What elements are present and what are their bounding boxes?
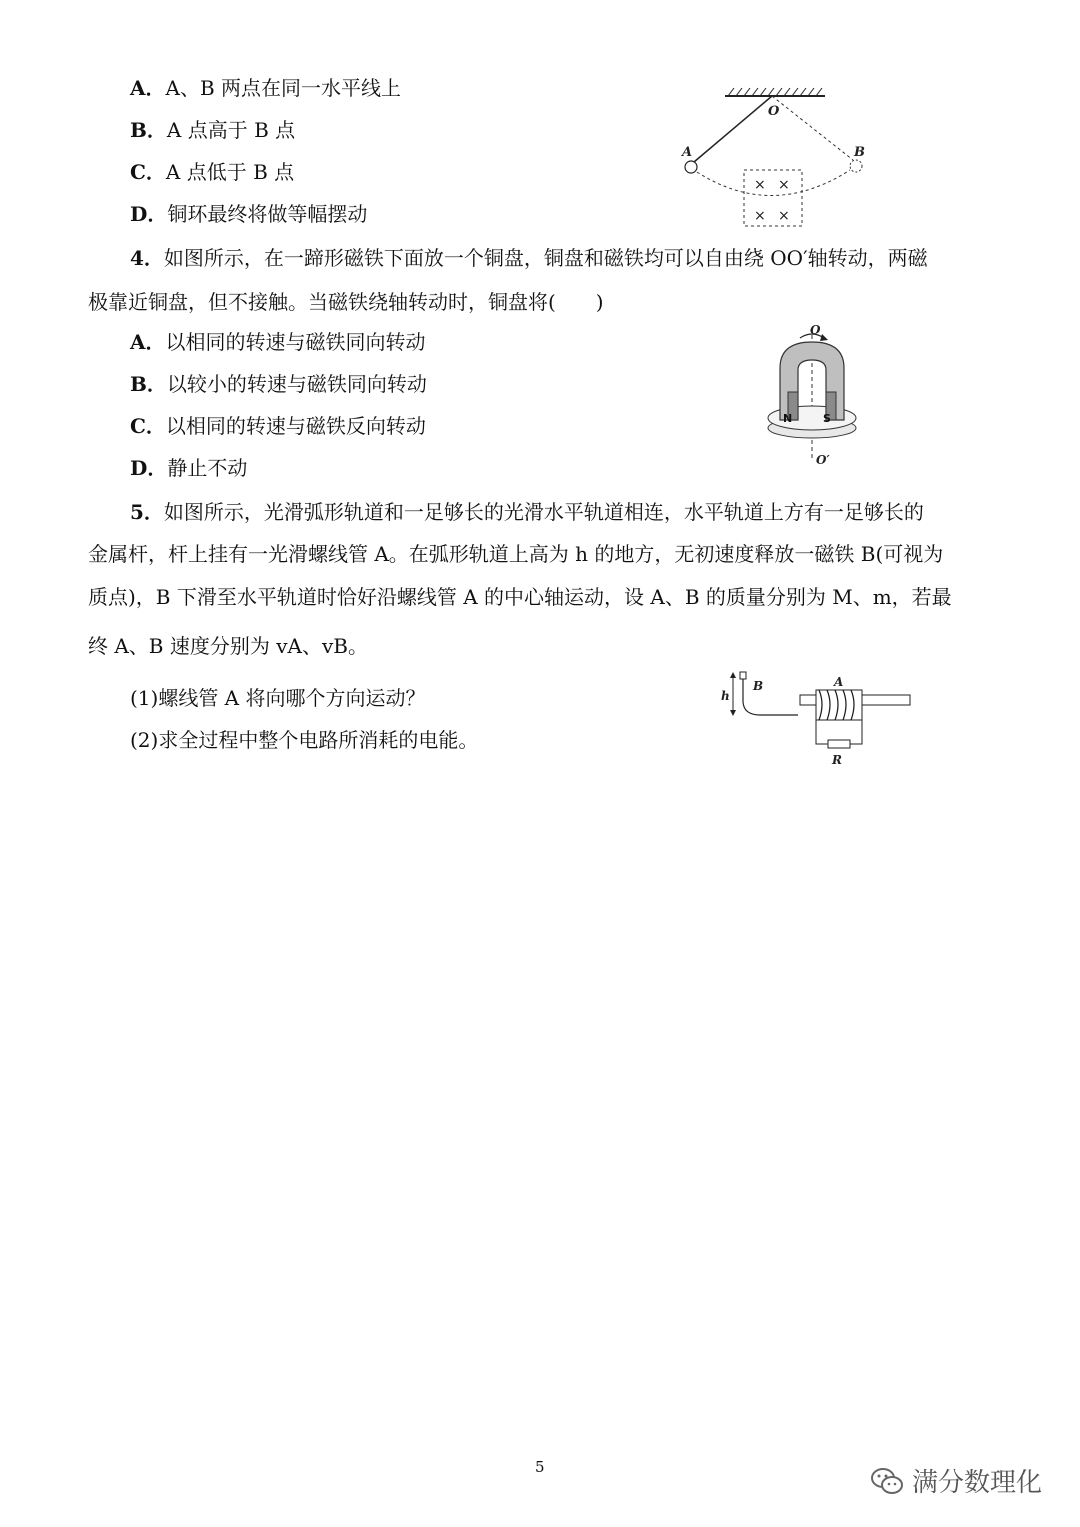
question-text: 如图所示，光滑弧形轨道和一足够长的光滑水平轨道相连，水平轨道上方有一足够长的 [163, 500, 924, 524]
svg-text:×: × [754, 208, 766, 224]
option-text: A 点低于 B 点 [165, 160, 295, 184]
q4-option-a [130, 328, 426, 356]
label-B: B [753, 679, 764, 693]
label-O: O [810, 323, 821, 337]
label-R: R [832, 753, 842, 767]
option-text: 以较小的转速与磁铁同向转动 [166, 372, 427, 396]
option-letter: B． [130, 118, 167, 142]
label-h: h [721, 689, 730, 703]
q5-stem-line2: 金属杆，杆上挂有一光滑螺线管 A。在弧形轨道上高为 h 的地方，无初速度释放一磁铁 B(可视为 [88, 542, 944, 566]
option-letter: A． [130, 76, 166, 100]
label-A: A [834, 675, 844, 689]
option-letter: C． [130, 160, 166, 184]
watermark [870, 1462, 1042, 1499]
q4-option-c [130, 412, 426, 440]
q4-option-b [130, 370, 427, 398]
option-letter: D． [130, 456, 168, 480]
q4-stem-line2: 极靠近铜盘，但不接触。当磁铁绕轴转动时，铜盘将( ) [88, 290, 604, 314]
option-letter: A． [130, 330, 166, 354]
label-O: O [768, 104, 780, 119]
wechat-icon [870, 1466, 904, 1496]
label-A: A [682, 145, 693, 160]
option-letter: C． [130, 414, 166, 438]
question-text: 如图所示，在一蹄形磁铁下面放一个铜盘，铜盘和磁铁均可以自由绕 OO′轴转动，两磁 [163, 246, 928, 270]
label-O-prime: O′ [816, 453, 830, 467]
q5-stem-line4: 终 A、B 速度分别为 vA、vB。 [88, 634, 368, 658]
q4-stem-line1 [130, 244, 928, 272]
pendulum-figure [670, 80, 880, 230]
solenoid-track-figure [718, 668, 918, 768]
label-N: N [783, 412, 793, 425]
option-letter: B． [130, 372, 167, 396]
option-text: 以相同的转速与磁铁同向转动 [165, 330, 426, 354]
q4-option-d [130, 454, 247, 482]
option-text: A 点高于 B 点 [166, 118, 296, 142]
svg-text:×: × [754, 177, 766, 193]
label-S: S [823, 412, 831, 425]
q3-option-d [130, 200, 367, 228]
option-text: 静止不动 [167, 456, 248, 480]
option-text: 以相同的转速与磁铁反向转动 [165, 414, 426, 438]
q5-subquestion-2: (2)求全过程中整个电路所消耗的电能。 [130, 728, 479, 752]
option-letter: D． [130, 202, 168, 226]
q5-stem-line3: 质点)，B 下滑至水平轨道时恰好沿螺线管 A 的中心轴运动，设 A、B 的质量分别为 M、m，若最 [88, 585, 952, 609]
label-B: B [854, 145, 865, 160]
q3-option-b [130, 116, 295, 144]
q5-subquestion-1: (1)螺线管 A 将向哪个方向运动？ [130, 686, 426, 710]
q3-option-c [130, 158, 294, 186]
question-number: 5． [130, 500, 164, 524]
option-text: 铜环最终将做等幅摆动 [167, 202, 368, 226]
q5-stem-line1 [130, 498, 924, 526]
magnet-disc-figure [760, 320, 870, 470]
option-text: A、B 两点在同一水平线上 [165, 76, 402, 100]
question-number: 4． [130, 246, 164, 270]
page-number: 5 [535, 1458, 545, 1476]
svg-text:×: × [778, 208, 790, 224]
svg-text:×: × [778, 177, 790, 193]
watermark-text: 满分数理化 [912, 1468, 1043, 1498]
q3-option-a [130, 74, 401, 102]
